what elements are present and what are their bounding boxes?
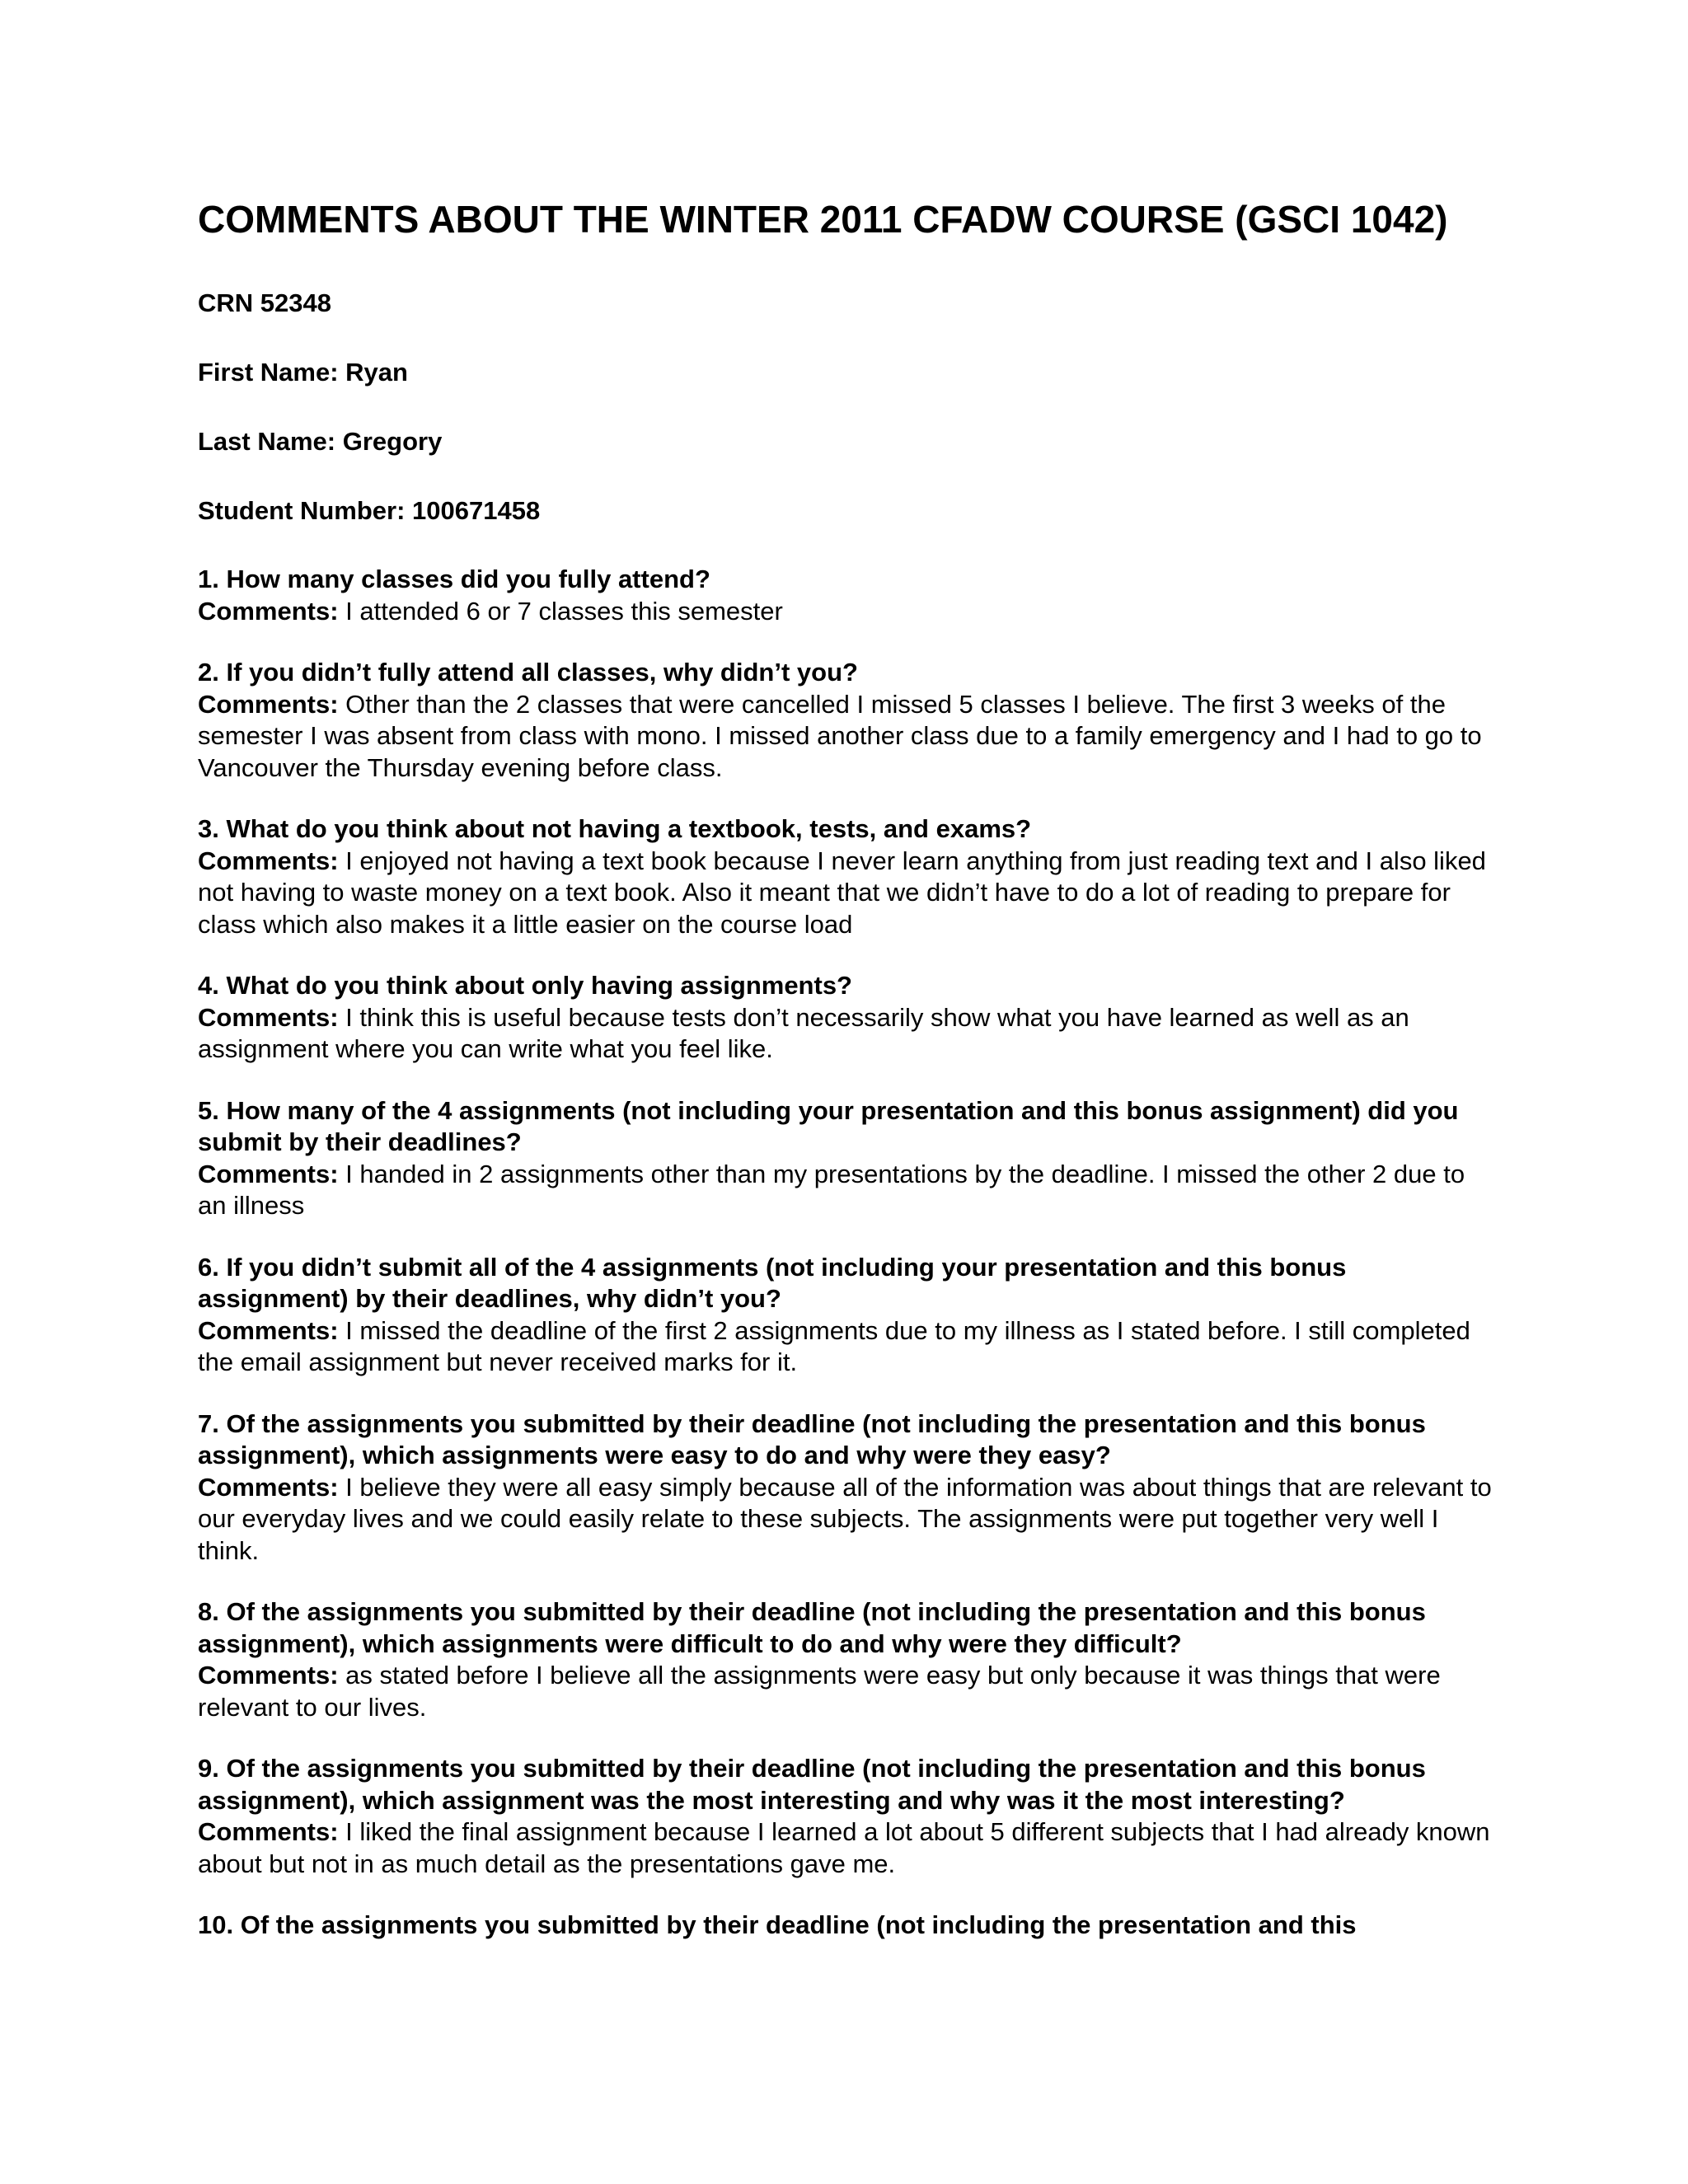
- answer-9: I liked the final assignment because I learned a lot about 5 different subjects that I had already known about but not in as much detail as the presentations gave me.: [198, 1817, 1490, 1878]
- comment-3: [198, 846, 1500, 941]
- comment-label: Comments:: [198, 1315, 339, 1345]
- comment-label: Comments:: [198, 689, 339, 719]
- comment-label: Comments:: [198, 1472, 339, 1502]
- first-name-field: First Name: Ryan: [198, 358, 408, 387]
- question-block-2: [198, 657, 1500, 784]
- question-1: 1. How many classes did you fully attend?: [198, 565, 710, 593]
- answer-3: I enjoyed not having a text book because I never learn anything from just reading text and I also liked not having to waste money on a text book. Also it meant that we didn’t have to do a lot of reading to prepare for class which also makes it a little easier on the course load: [198, 846, 1486, 939]
- comment-label: Comments:: [198, 1002, 339, 1032]
- question-block-3: [198, 813, 1500, 940]
- question-4: 4. What do you think about only having assignments?: [198, 971, 852, 1000]
- last-name-field: Last Name: Gregory: [198, 427, 443, 456]
- comment-1: [198, 596, 1500, 628]
- question-block-8: [198, 1596, 1500, 1723]
- comment-9: [198, 1816, 1500, 1880]
- answer-5: I handed in 2 assignments other than my presentations by the deadline. I missed the other 2 due to an illness: [198, 1159, 1465, 1220]
- comment-6: [198, 1315, 1500, 1379]
- question-block-10: [198, 1910, 1500, 1942]
- answer-4: I think this is useful because tests don’t necessarily show what you have learned as well as an assignment where you can write what you feel like.: [198, 1002, 1409, 1063]
- answer-1: I attended 6 or 7 classes this semester: [338, 596, 783, 626]
- comment-label: Comments:: [198, 846, 339, 875]
- question-8: 8. Of the assignments you submitted by their deadline (not including the presentation and this bonus assignment), which assignments were difficult to do and why were they difficult?: [198, 1597, 1426, 1658]
- answer-6: I missed the deadline of the first 2 assignments due to my illness as I stated before. I still completed the email assignment but never received marks for it.: [198, 1315, 1470, 1376]
- student-number-field: Student Number: 100671458: [198, 496, 541, 525]
- document-page: [198, 194, 1500, 1971]
- comment-label: Comments:: [198, 1159, 339, 1188]
- crn-field: CRN 52348: [198, 288, 331, 317]
- question-5: 5. How many of the 4 assignments (not including your presentation and this bonus assignment) did you submit by their deadlines?: [198, 1095, 1459, 1156]
- question-block-7: [198, 1408, 1500, 1568]
- question-9: 9. Of the assignments you submitted by their deadline (not including the presentation and this bonus assignment), which assignment was the most interesting and why was it the most interesting?: [198, 1754, 1426, 1815]
- document-title: COMMENTS ABOUT THE WINTER 2011 CFADW COURSE (GSCI 1042): [198, 198, 1448, 241]
- question-block-6: [198, 1252, 1500, 1379]
- question-10: 10. Of the assignments you submitted by their deadline (not including the presentation and this: [198, 1910, 1357, 1939]
- comment-label: Comments:: [198, 1817, 339, 1846]
- comment-4: [198, 1002, 1500, 1066]
- comment-label: Comments:: [198, 596, 339, 626]
- question-6: 6. If you didn’t submit all of the 4 assignments (not including your presentation and this bonus assignment) by their deadlines, why didn’t you?: [198, 1252, 1347, 1313]
- comment-2: [198, 689, 1500, 785]
- question-block-1: [198, 564, 1500, 627]
- comment-7: [198, 1472, 1500, 1568]
- question-2: 2. If you didn’t fully attend all classes, why didn’t you?: [198, 658, 858, 687]
- question-7: 7. Of the assignments you submitted by their deadline (not including the presentation and this bonus assignment), which assignments were easy to do and why were they easy?: [198, 1408, 1426, 1469]
- question-block-4: [198, 970, 1500, 1066]
- comment-8: [198, 1660, 1500, 1723]
- question-block-5: [198, 1095, 1500, 1222]
- answer-8: as stated before I believe all the assignments were easy but only because it was things that were relevant to our lives.: [198, 1661, 1441, 1722]
- answer-7: I believe they were all easy simply because all of the information was about things that are relevant to our everyday lives and we could easily relate to these subjects. The assignments were put together very well I think.: [198, 1472, 1492, 1565]
- question-block-9: [198, 1753, 1500, 1880]
- answer-2: Other than the 2 classes that were cancelled I missed 5 classes I believe. The first 3 weeks of the semester I was absent from class with mono. I missed another class due to a family emergency and I had to go to Vancouver the Thursday evening before class.: [198, 689, 1482, 782]
- comment-5: [198, 1159, 1500, 1222]
- question-3: 3. What do you think about not having a textbook, tests, and exams?: [198, 814, 1032, 843]
- comment-label: Comments:: [198, 1661, 339, 1690]
